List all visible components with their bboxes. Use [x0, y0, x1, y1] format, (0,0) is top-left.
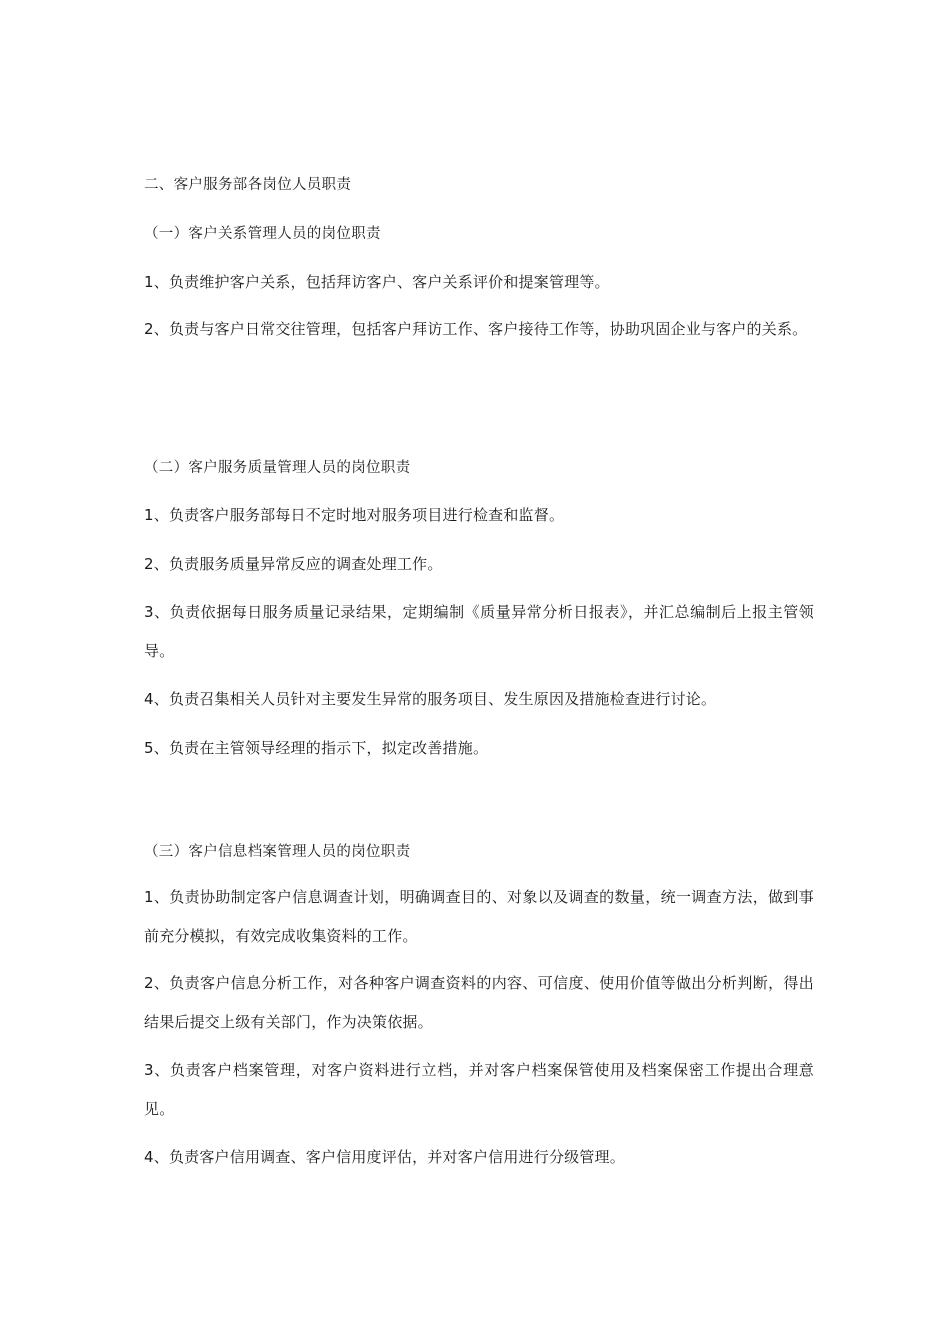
list-item: 4、负责客户信用调查、客户信用度评估，并对客户信用进行分级管理。 — [144, 1148, 625, 1166]
group-heading-1: （一）客户关系管理人员的岗位职责 — [144, 226, 381, 242]
list-item: 2、负责服务质量异常反应的调查处理工作。 — [144, 555, 443, 573]
list-item: 1、负责客户服务部每日不定时地对服务项目进行检查和监督。 — [144, 506, 565, 524]
list-item: 1、负责协助制定客户信息调查计划，明确调查目的、对象以及调查的数量，统一调查方法，做到事前充分模拟，有效完成收集资料的工作。 — [144, 888, 814, 945]
list-item: 5、负责在主管领导经理的指示下，拟定改善措施。 — [144, 739, 489, 757]
list-item: 3、负责客户档案管理，对客户资料进行立档，并对客户档案保管使用及档案保密工作提出合理意见。 — [144, 1061, 814, 1118]
list-item: 3、负责依据每日服务质量记录结果，定期编制《质量异常分析日报表》，并汇总编制后上报主管领导。 — [144, 603, 814, 660]
list-item: 4、负责召集相关人员针对主要发生异常的服务项目、发生原因及措施检查进行讨论。 — [144, 690, 717, 708]
list-item: 2、负责客户信息分析工作，对各种客户调查资料的内容、可信度、使用价值等做出分析判断，得出结果后提交上级有关部门，作为决策依据。 — [144, 974, 814, 1031]
list-item: 2、负责与客户日常交往管理，包括客户拜访工作、客户接待工作等，协助巩固企业与客户的关系。 — [144, 320, 808, 338]
section-title: 二、客户服务部各岗位人员职责 — [144, 177, 352, 193]
group-heading-2: （二）客户服务质量管理人员的岗位职责 — [144, 460, 411, 476]
list-item: 1、负责维护客户关系，包括拜访客户、客户关系评价和提案管理等。 — [144, 273, 610, 291]
group-heading-3: （三）客户信息档案管理人员的岗位职责 — [144, 844, 411, 860]
